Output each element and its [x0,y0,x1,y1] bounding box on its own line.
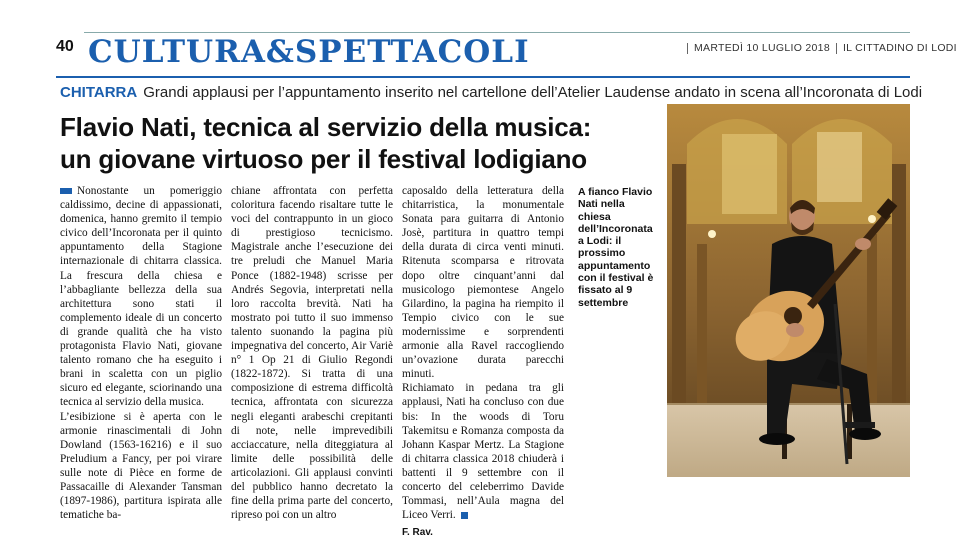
headline [60,111,660,175]
byline: F. Rav. [402,527,433,539]
issue-date: MARTEDÌ 10 LUGLIO 2018 [694,42,830,54]
concert-photo [667,104,910,477]
page-number: 40 [56,38,74,55]
article-column-1 [60,184,222,522]
publication-name: IL CITTADINO DI LODI [842,42,957,54]
section-title-part1: CULTURA [88,34,266,70]
article-col3-text: caposaldo della letteratura della chitarristica, la monumentale Sonata para guitarra di Antonio Josè, partitura in quattro tempi della durata di circa venti minuti. Ritenuta scomparsa e ritrovata dopo oltre cinquant’anni dal musicologo piemontese Angelo Gilardino, la pagina ha riempito il Tempio civico con le sue modernissime e sorprendenti armonie alla Ravel raccogliendo un’ovazione durata parecchi minuti. Richiamato in pedana tra gli applausi, Nati ha concluso con due bis: In the woods di Toru Takemitsu e Romanza composta da Johann Kaspar Mertz. La Stagione di chitarra classica 2018 chiuderà i battenti il 9 settembre con il concerto del celeberrimo Davide Tommasi, nell’Aula magna del Liceo Verri. [402,185,564,522]
article-col2-text: chiane affrontata con perfetta coloritura facendo risaltare tutte le voci del contrappunto in un gioco di prestigioso tecnicismo. Magistrale anche l’esecuzione dei tre preludi che Manuel Maria Ponce (1882-1948) scrisse per Andrés Segovia, interpretati nella loro raccolta brevità. Nati ha mostrato poi tutto il suo immenso talento suonando la pagina più impegnativa del concerto, Air Variè n° 1 Op 21 di Giulio Regondi (1822-1872). Si tratta di una composizione di estrema difficoltà tecnica, affrontata con sicurezza negli eleganti arabeschi crepitanti di note, nelle imprevedibili acciaccature, nella diteggiatura al limite delle possibilità delle articolazioni. Gli applausi convinti del pubblico hanno decretato la fine della prima parte del concerto, ripreso poi con un altro [231,185,393,522]
meta-divider [687,43,688,54]
kicker [60,84,922,101]
lead-bullet [60,188,72,194]
headline-line-1: Flavio Nati, tecnica al servizio della musica: [60,112,592,142]
end-mark [461,512,468,519]
article-column-3 [402,184,564,540]
section-title-amp: & [265,34,295,70]
article-col1-text: Nonostante un pomeriggio caldissimo, decine di appassionati, domenica, hanno gremito il tempio civico dell’Incoronata per il quinto appuntamento della Stagione internazionale di chitarra classica. La frescura della chiesa e l’abbagliante bellezza della sua architettura sono stati il complemento ideale di un concerto di grande qualità che ha visto protagonista Flavio Nati, giovane talento romano che ha eseguito i brani in scaletta con un piglio sicuro ed elegante, sciorinando una tecnica al servizio della musica. L’esibizione si è aperta con le armonie rinascimentali di John Dowland (1563-16216) e il suo Preludium a Fancy, per poi virare sulle note di Pièce en forme de Passacaille di Alexander Tansman (1897-1986), partitura ispirata alle tematiche ba- [60,185,222,522]
photo-caption: A fianco Flavio Nati nella chiesa dell’Incoronata a Lodi: il prossimo appuntamento con il festival è fissato al 9 settembre [578,186,654,309]
header-rule [56,76,910,78]
section-title-part2: SPETTACOLI [294,34,530,70]
photo-illustration [667,104,910,477]
header-meta [681,42,957,54]
headline-line-2: un giovane virtuoso per il festival lodigiano [60,144,587,174]
kicker-tag: CHITARRA [60,84,138,101]
section-title [88,32,530,72]
kicker-text: Grandi applausi per l’appuntamento inserito nel cartellone dell’Atelier Laudense andato in scena all’Incoronata di Lodi [143,84,923,101]
meta-divider [836,43,837,54]
article-column-2 [231,184,393,522]
